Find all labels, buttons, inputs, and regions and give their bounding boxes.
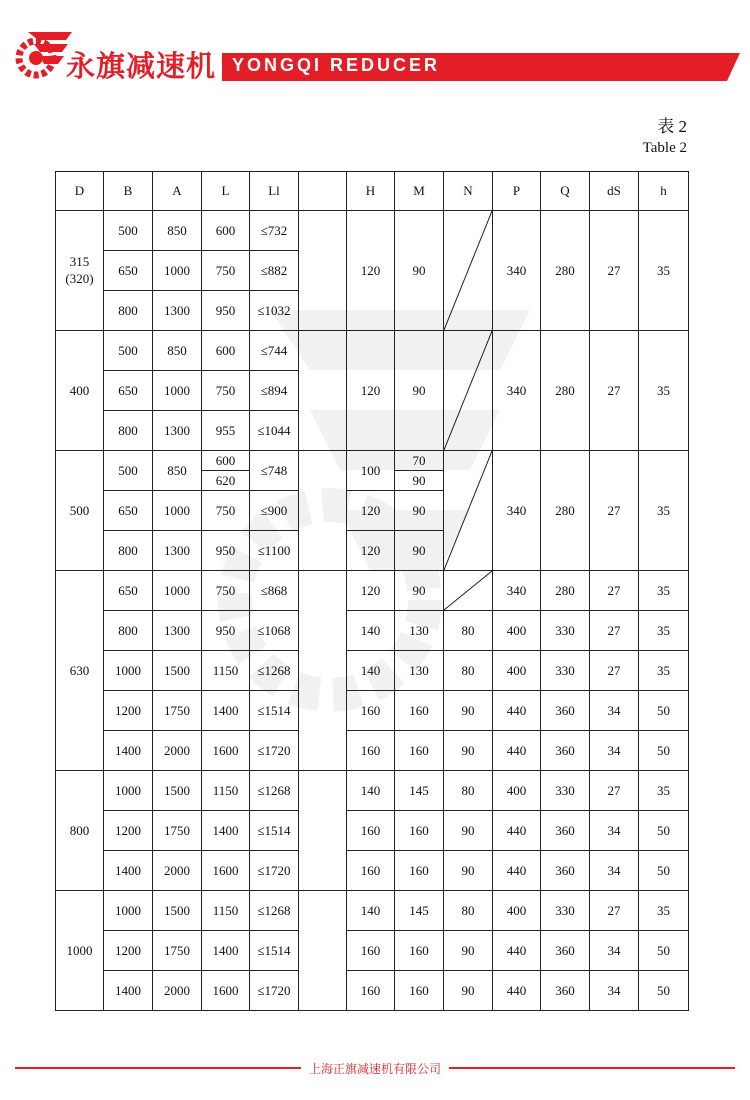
- d-cell: 500: [56, 451, 104, 571]
- n-cell: 80: [444, 771, 493, 811]
- h-lower-cell: 50: [639, 851, 689, 891]
- table-row: [56, 771, 689, 811]
- l1-cell: ≤1514: [250, 931, 299, 971]
- m-bottom-value: 90: [412, 472, 426, 488]
- m-cell: 145: [395, 891, 444, 931]
- a-cell: 2000: [153, 971, 202, 1011]
- h-lower-cell: 35: [639, 771, 689, 811]
- l1-cell: ≤1268: [250, 891, 299, 931]
- h-lower-cell: 50: [639, 971, 689, 1011]
- blank-cell: [299, 771, 347, 891]
- n-cell-slash: [444, 571, 493, 611]
- table-row: [56, 851, 689, 891]
- h-cell: 100: [347, 451, 395, 491]
- n-cell-slash: [444, 331, 493, 451]
- q-cell: 360: [541, 691, 590, 731]
- n-cell: 80: [444, 891, 493, 931]
- n-cell: 90: [444, 731, 493, 771]
- m-cell: 90: [395, 211, 444, 331]
- table-row: [56, 891, 689, 931]
- h-lower-cell: 35: [639, 571, 689, 611]
- l-split-cell: [202, 451, 250, 491]
- yongqi-flag-gear-logo-icon: [14, 28, 74, 80]
- h-lower-cell: 50: [639, 811, 689, 851]
- m-cell: 90: [395, 331, 444, 451]
- l1-cell: ≤868: [250, 571, 299, 611]
- d-cell: 315 (320): [56, 211, 104, 331]
- header-cell-h-lower: h: [639, 172, 689, 211]
- a-cell: 1000: [153, 371, 202, 411]
- n-cell-slash: [444, 211, 493, 331]
- h-cell: 120: [347, 211, 395, 331]
- l-cell: 1600: [202, 971, 250, 1011]
- a-cell: 1500: [153, 771, 202, 811]
- p-cell: 340: [493, 571, 541, 611]
- p-cell: 340: [493, 451, 541, 571]
- p-cell: 340: [493, 331, 541, 451]
- m-cell: 90: [395, 491, 444, 531]
- l-cell: 1150: [202, 651, 250, 691]
- h-cell: 140: [347, 891, 395, 931]
- d-cell: 1000: [56, 891, 104, 1011]
- h-cell: 160: [347, 691, 395, 731]
- p-cell: 440: [493, 731, 541, 771]
- ds-cell: 34: [590, 971, 639, 1011]
- n-cell: 90: [444, 851, 493, 891]
- header-cell-m: M: [395, 172, 444, 211]
- l-cell: 600: [202, 211, 250, 251]
- q-cell: 360: [541, 931, 590, 971]
- l1-cell: ≤894: [250, 371, 299, 411]
- brand-name-cn: 永旗减速机: [66, 49, 217, 83]
- a-cell: 1300: [153, 611, 202, 651]
- m-cell: 90: [395, 531, 444, 571]
- l1-cell: ≤1514: [250, 691, 299, 731]
- blank-cell: [299, 891, 347, 1011]
- table-row: [56, 931, 689, 971]
- b-cell: 500: [104, 211, 153, 251]
- b-cell: 1000: [104, 891, 153, 931]
- b-cell: 1200: [104, 931, 153, 971]
- h-cell: 140: [347, 611, 395, 651]
- h-cell: 120: [347, 331, 395, 451]
- p-cell: 440: [493, 971, 541, 1011]
- l-cell: 950: [202, 291, 250, 331]
- table-row: [56, 731, 689, 771]
- blank-cell: [299, 331, 347, 451]
- header-cell-p: P: [493, 172, 541, 211]
- table-row: [56, 451, 689, 491]
- b-cell: 800: [104, 611, 153, 651]
- h-cell: 140: [347, 651, 395, 691]
- header-cell-d: D: [56, 172, 104, 211]
- l1-cell: ≤1720: [250, 971, 299, 1011]
- b-cell: 1000: [104, 771, 153, 811]
- b-cell: 650: [104, 251, 153, 291]
- a-cell: 1000: [153, 491, 202, 531]
- l1-cell: ≤1514: [250, 811, 299, 851]
- n-cell-slash: [444, 451, 493, 571]
- ds-cell: 27: [590, 451, 639, 571]
- m-cell: 160: [395, 731, 444, 771]
- l1-cell: ≤900: [250, 491, 299, 531]
- dimension-table: [55, 171, 689, 1011]
- h-cell: 160: [347, 851, 395, 891]
- header-cell-l1: Ll: [250, 172, 299, 211]
- n-cell: 90: [444, 811, 493, 851]
- a-cell: 1750: [153, 691, 202, 731]
- m-cell: 160: [395, 691, 444, 731]
- h-lower-cell: 35: [639, 611, 689, 651]
- header-cell-h: H: [347, 172, 395, 211]
- n-cell: 80: [444, 611, 493, 651]
- p-cell: 400: [493, 771, 541, 811]
- ds-cell: 27: [590, 331, 639, 451]
- b-cell: 1000: [104, 651, 153, 691]
- h-cell: 160: [347, 731, 395, 771]
- h-lower-cell: 35: [639, 651, 689, 691]
- table-row: [56, 571, 689, 611]
- q-cell: 330: [541, 891, 590, 931]
- b-cell: 1200: [104, 691, 153, 731]
- header-cell-a: A: [153, 172, 202, 211]
- d-cell: 400: [56, 331, 104, 451]
- q-cell: 330: [541, 611, 590, 651]
- h-cell: 120: [347, 571, 395, 611]
- q-cell: 360: [541, 731, 590, 771]
- l-cell: 750: [202, 571, 250, 611]
- l-cell: 750: [202, 371, 250, 411]
- h-lower-cell: 35: [639, 211, 689, 331]
- l1-cell: ≤1032: [250, 291, 299, 331]
- m-cell: 90: [395, 571, 444, 611]
- p-cell: 400: [493, 891, 541, 931]
- table-caption-cn: 表 2: [657, 117, 687, 136]
- a-cell: 1300: [153, 411, 202, 451]
- a-cell: 1750: [153, 931, 202, 971]
- b-cell: 1200: [104, 811, 153, 851]
- h-cell: 160: [347, 971, 395, 1011]
- q-cell: 330: [541, 651, 590, 691]
- q-cell: 330: [541, 771, 590, 811]
- a-cell: 2000: [153, 851, 202, 891]
- l-cell: 950: [202, 531, 250, 571]
- header-cell-l: L: [202, 172, 250, 211]
- d-cell: 630: [56, 571, 104, 771]
- a-cell: 850: [153, 331, 202, 371]
- m-cell: 130: [395, 611, 444, 651]
- n-cell: 90: [444, 931, 493, 971]
- n-cell: 80: [444, 651, 493, 691]
- p-cell: 440: [493, 811, 541, 851]
- page-header: [0, 0, 750, 100]
- a-cell: 2000: [153, 731, 202, 771]
- l1-cell: ≤732: [250, 211, 299, 251]
- l1-cell: ≤1100: [250, 531, 299, 571]
- n-cell: 90: [444, 691, 493, 731]
- a-cell: 850: [153, 451, 202, 491]
- b-cell: 800: [104, 411, 153, 451]
- l-cell: 955: [202, 411, 250, 451]
- ds-cell: 34: [590, 931, 639, 971]
- b-cell: 650: [104, 571, 153, 611]
- a-cell: 1500: [153, 651, 202, 691]
- q-cell: 280: [541, 331, 590, 451]
- m-cell: 160: [395, 811, 444, 851]
- l-cell: 1600: [202, 731, 250, 771]
- h-lower-cell: 35: [639, 331, 689, 451]
- l1-cell: ≤744: [250, 331, 299, 371]
- table-row: [56, 971, 689, 1011]
- l1-cell: ≤1068: [250, 611, 299, 651]
- ds-cell: 34: [590, 851, 639, 891]
- l-top-value: 600: [202, 451, 249, 471]
- a-cell: 1000: [153, 251, 202, 291]
- h-lower-cell: 50: [639, 731, 689, 771]
- table-row: [56, 611, 689, 651]
- l-cell: 750: [202, 491, 250, 531]
- l1-cell: ≤1044: [250, 411, 299, 451]
- h-lower-cell: 50: [639, 691, 689, 731]
- n-cell: 90: [444, 971, 493, 1011]
- l1-cell: ≤1268: [250, 651, 299, 691]
- b-cell: 800: [104, 531, 153, 571]
- h-cell: 160: [347, 931, 395, 971]
- p-cell: 440: [493, 691, 541, 731]
- ds-cell: 27: [590, 611, 639, 651]
- l-bottom-value: 620: [215, 472, 236, 488]
- b-cell: 650: [104, 371, 153, 411]
- table-row: [56, 811, 689, 851]
- a-cell: 1300: [153, 531, 202, 571]
- a-cell: 1500: [153, 891, 202, 931]
- b-cell: 800: [104, 291, 153, 331]
- q-cell: 280: [541, 451, 590, 571]
- footer: [0, 1060, 750, 1077]
- h-lower-cell: 35: [639, 891, 689, 931]
- ds-cell: 27: [590, 771, 639, 811]
- l-cell: 1150: [202, 891, 250, 931]
- table-row: [56, 331, 689, 371]
- m-cell: 130: [395, 651, 444, 691]
- m-cell: 145: [395, 771, 444, 811]
- h-lower-cell: 35: [639, 451, 689, 571]
- blank-cell: [299, 211, 347, 331]
- p-cell: 340: [493, 211, 541, 331]
- table-row: [56, 691, 689, 731]
- p-cell: 400: [493, 651, 541, 691]
- ds-cell: 34: [590, 811, 639, 851]
- header-cell-blank: [299, 172, 347, 211]
- header-cell-ds: dS: [590, 172, 639, 211]
- b-cell: 1400: [104, 731, 153, 771]
- m-cell: 160: [395, 931, 444, 971]
- a-cell: 850: [153, 211, 202, 251]
- b-cell: 500: [104, 331, 153, 371]
- q-cell: 280: [541, 211, 590, 331]
- table-header-row: [56, 172, 689, 211]
- l1-cell: ≤748: [250, 451, 299, 491]
- l1-cell: ≤1268: [250, 771, 299, 811]
- ds-cell: 27: [590, 891, 639, 931]
- q-cell: 360: [541, 851, 590, 891]
- p-cell: 400: [493, 611, 541, 651]
- l-cell: 750: [202, 251, 250, 291]
- l-cell: 950: [202, 611, 250, 651]
- l-cell: 1400: [202, 811, 250, 851]
- p-cell: 440: [493, 851, 541, 891]
- l1-cell: ≤882: [250, 251, 299, 291]
- l-cell: 600: [202, 331, 250, 371]
- q-cell: 360: [541, 811, 590, 851]
- m-split-cell: [395, 451, 444, 491]
- h-cell: 120: [347, 491, 395, 531]
- l-cell: 1400: [202, 931, 250, 971]
- b-cell: 1400: [104, 971, 153, 1011]
- header-cell-n: N: [444, 172, 493, 211]
- footer-company: 上海正旗减速机有限公司: [301, 1062, 449, 1076]
- blank-cell: [299, 571, 347, 771]
- m-top-value: 70: [395, 451, 443, 471]
- ds-cell: 34: [590, 691, 639, 731]
- table-row: [56, 651, 689, 691]
- ds-cell: 27: [590, 571, 639, 611]
- a-cell: 1000: [153, 571, 202, 611]
- l1-cell: ≤1720: [250, 851, 299, 891]
- b-cell: 500: [104, 451, 153, 491]
- m-cell: 160: [395, 851, 444, 891]
- header-cell-b: B: [104, 172, 153, 211]
- l-cell: 1150: [202, 771, 250, 811]
- h-lower-cell: 50: [639, 931, 689, 971]
- b-cell: 1400: [104, 851, 153, 891]
- table-row: [56, 211, 689, 251]
- q-cell: 360: [541, 971, 590, 1011]
- q-cell: 280: [541, 571, 590, 611]
- m-cell: 160: [395, 971, 444, 1011]
- table-caption-en: Table 2: [642, 140, 687, 156]
- blank-cell: [299, 451, 347, 571]
- a-cell: 1300: [153, 291, 202, 331]
- h-cell: 120: [347, 531, 395, 571]
- h-cell: 140: [347, 771, 395, 811]
- brand-name-en: YONGQI REDUCER: [232, 55, 441, 75]
- p-cell: 440: [493, 931, 541, 971]
- ds-cell: 27: [590, 651, 639, 691]
- ds-cell: 27: [590, 211, 639, 331]
- l1-cell: ≤1720: [250, 731, 299, 771]
- header-cell-q: Q: [541, 172, 590, 211]
- l-cell: 1600: [202, 851, 250, 891]
- b-cell: 650: [104, 491, 153, 531]
- ds-cell: 34: [590, 731, 639, 771]
- l-cell: 1400: [202, 691, 250, 731]
- a-cell: 1750: [153, 811, 202, 851]
- d-cell: 800: [56, 771, 104, 891]
- h-cell: 160: [347, 811, 395, 851]
